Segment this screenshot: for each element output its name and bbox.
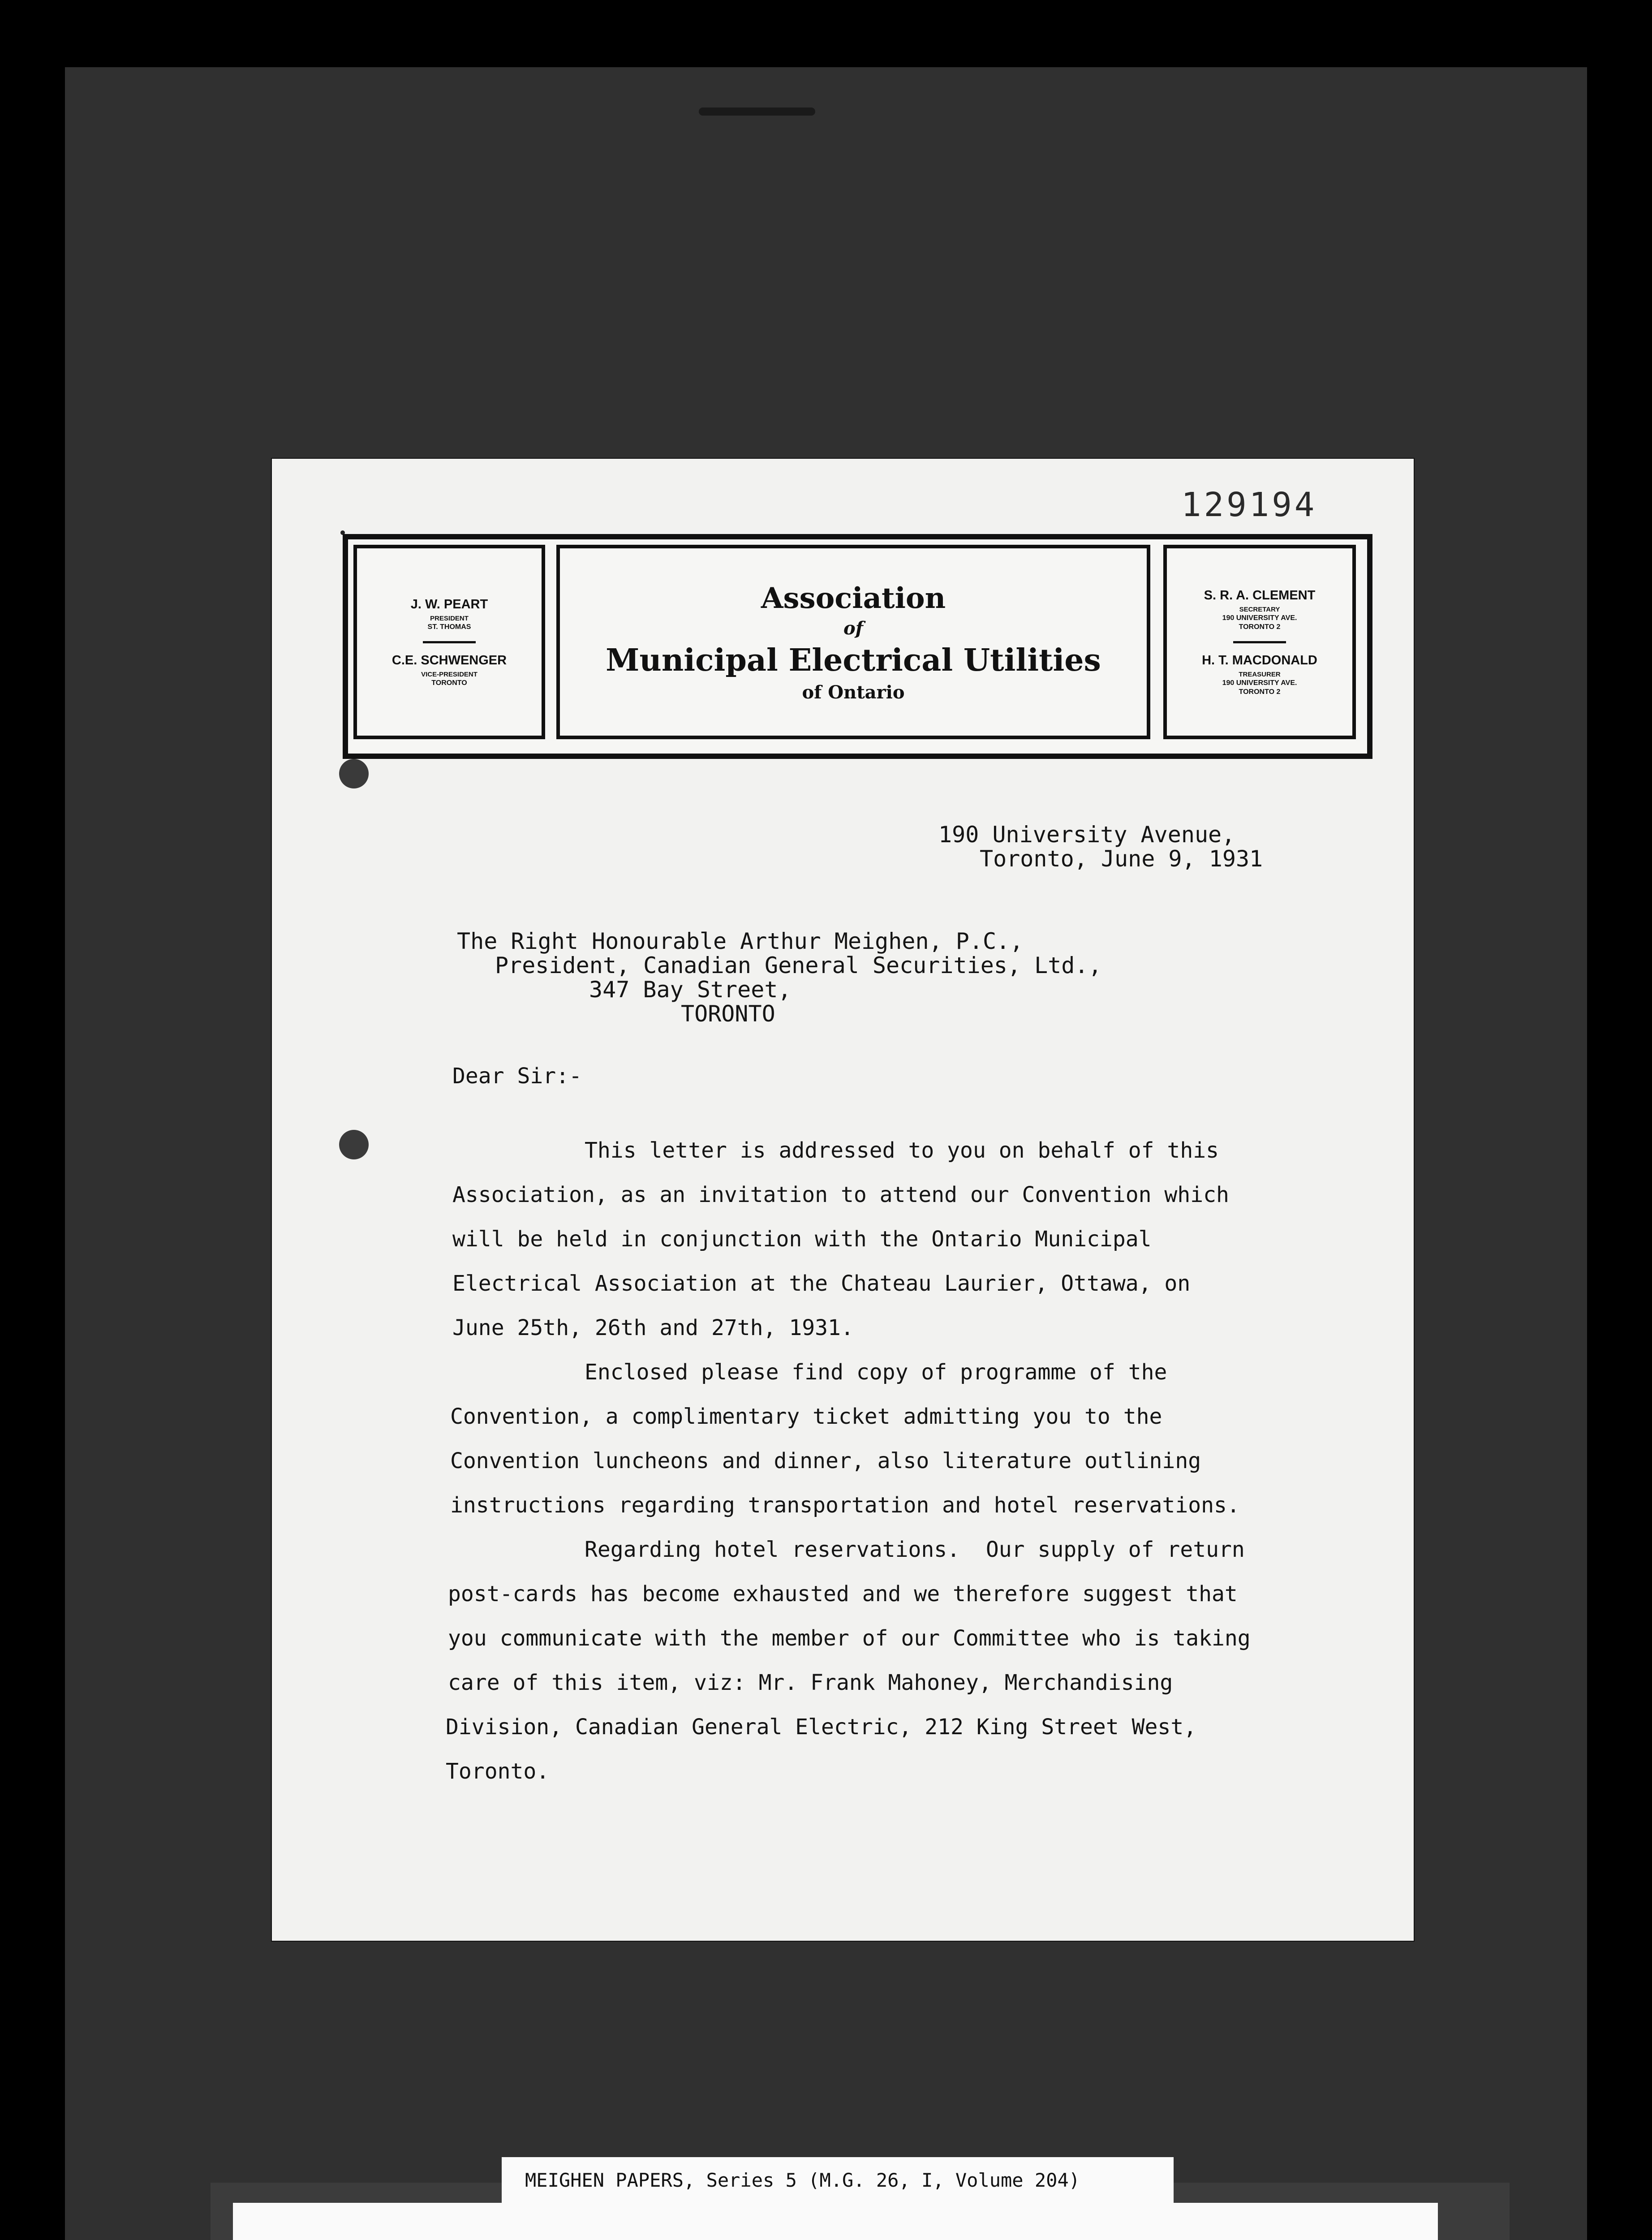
treasurer-name: H. T. MACDONALD	[1202, 653, 1317, 668]
body-line: will be held in conjunction with the Ontario Municipal	[452, 1227, 1152, 1252]
vice-president-city: TORONTO	[431, 679, 467, 687]
vice-president-name: C.E. SCHWENGER	[391, 653, 507, 668]
body-line: Convention, a complimentary ticket admitting you to the	[450, 1404, 1162, 1429]
document-number: 129194	[1181, 486, 1317, 524]
punch-hole	[339, 759, 369, 788]
association-line3: Municipal Electrical Utilities	[606, 642, 1101, 678]
association-line2: of	[843, 617, 863, 639]
body-line: June 25th, 26th and 27th, 1931.	[452, 1315, 854, 1340]
body-line: you communicate with the member of our Committee who is taking	[448, 1626, 1251, 1651]
body-line: Convention luncheons and dinner, also literature outlining	[450, 1448, 1201, 1473]
president-city: ST. THOMAS	[427, 623, 471, 631]
recipient-line2: President, Canadian General Securities, Ltd.,	[495, 952, 1102, 978]
secretary-title: SECRETARY	[1239, 605, 1280, 613]
recipient-line1: The Right Honourable Arthur Meighen, P.C.,	[457, 928, 1024, 954]
return-address-line1: 190 University Avenue,	[938, 822, 1235, 848]
officer-divider	[1233, 641, 1286, 643]
body-line: Enclosed please find copy of programme of the	[585, 1360, 1167, 1385]
film-scratch	[699, 108, 815, 116]
treasurer-address-1: 190 UNIVERSITY AVE.	[1222, 679, 1297, 687]
recipient-line4: TORONTO	[681, 1001, 775, 1027]
president-title: PRESIDENT	[430, 614, 469, 622]
association-line4: of Ontario	[802, 681, 905, 703]
salutation: Dear Sir:-	[452, 1064, 582, 1089]
secretary-address-1: 190 UNIVERSITY AVE.	[1222, 614, 1297, 622]
treasurer-address-2: TORONTO 2	[1239, 688, 1281, 696]
body-line: Regarding hotel reservations. Our supply of return	[585, 1537, 1245, 1562]
body-line: Association, as an invitation to attend our Convention which	[452, 1182, 1229, 1207]
vice-president-title: VICE-PRESIDENT	[421, 670, 478, 678]
president-name: J. W. PEART	[410, 597, 488, 612]
secretary-address-2: TORONTO 2	[1239, 623, 1281, 631]
body-line: instructions regarding transportation and hotel reservations.	[450, 1493, 1240, 1518]
return-address-line2: Toronto, June 9, 1931	[980, 846, 1263, 872]
letterhead	[343, 534, 1372, 759]
letterhead-officers-left	[353, 545, 545, 739]
body-line: This letter is addressed to you on behalf of this	[585, 1138, 1219, 1163]
punch-hole	[339, 1130, 369, 1159]
recipient-line3: 347 Bay Street,	[589, 977, 792, 1003]
body-line: Toronto.	[446, 1759, 550, 1784]
officer-divider	[423, 641, 476, 643]
collection-label: MEIGHEN PAPERS, Series 5 (M.G. 26, I, Volume 204)	[502, 2157, 1174, 2203]
body-line: care of this item, viz: Mr. Frank Mahoney, Merchandising	[448, 1670, 1173, 1695]
archives-card	[233, 2203, 1438, 2240]
body-line: Electrical Association at the Chateau Laurier, Ottawa, on	[452, 1271, 1191, 1296]
body-line: post-cards has become exhausted and we therefore suggest that	[448, 1581, 1238, 1607]
secretary-name: S. R. A. CLEMENT	[1204, 588, 1316, 603]
letterhead-association-name	[556, 545, 1150, 739]
association-line1: Association	[761, 581, 946, 615]
treasurer-title: TREASURER	[1239, 670, 1281, 678]
letter-page	[271, 458, 1415, 1942]
body-line: Division, Canadian General Electric, 212 King Street West,	[446, 1714, 1197, 1740]
letterhead-officers-right	[1163, 545, 1356, 739]
